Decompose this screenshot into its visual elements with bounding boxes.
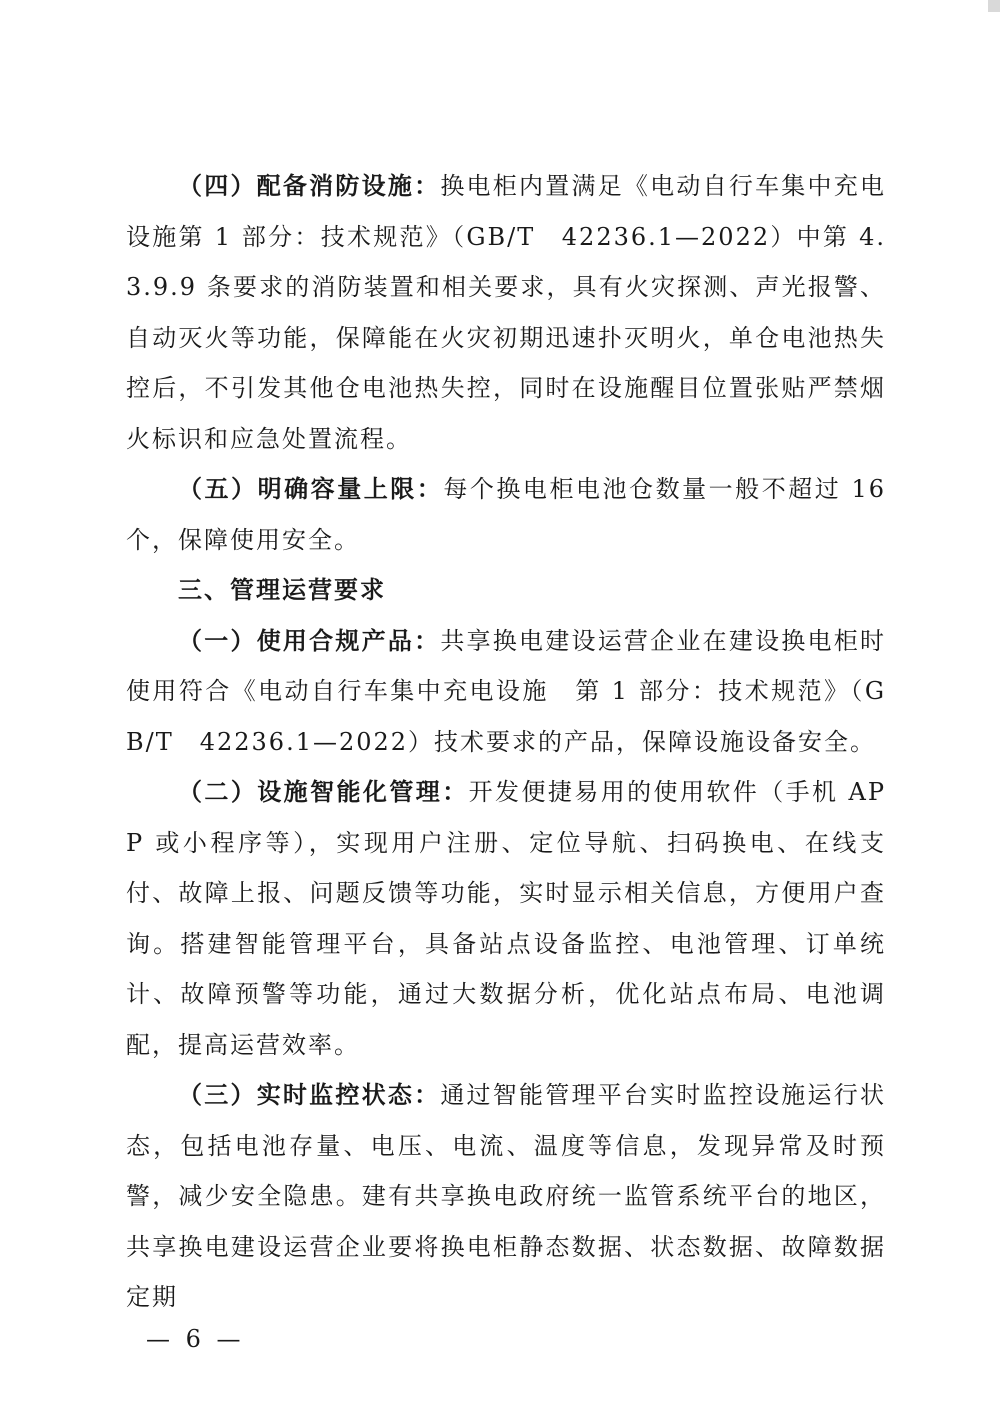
- paragraph-lead: （三）实时监控状态：: [178, 1081, 441, 1109]
- paragraph-text: 通过智能管理平台实时监控设施运行状态，包括电池存量、电压、电流、温度等信息，发现异常及时预警，减少安全隐患。建有共享换电政府统一监管系统平台的地区，共享换电建设运营企业要将换电柜静态数据、状态数据、故障数据定期: [126, 1081, 887, 1311]
- scan-corner-mark: [988, 0, 1000, 12]
- document-body: [126, 161, 886, 1323]
- paragraph-fire-facilities: [126, 161, 886, 464]
- paragraph-realtime-monitoring: [126, 1070, 886, 1323]
- paragraph-lead: （一）使用合规产品：: [178, 626, 441, 655]
- section-heading: 三、管理运营要求: [178, 576, 386, 604]
- paragraph-lead: （四）配备消防设施：: [178, 172, 441, 200]
- paragraph-smart-management: [126, 767, 886, 1070]
- paragraph-capacity-limit: [126, 464, 886, 565]
- paragraph-compliant-products: [126, 616, 886, 768]
- paragraph-lead: （二）设施智能化管理：: [178, 778, 469, 806]
- paragraph-text: 换电柜内置满足《电动自行车集中充电设施第 1 部分：技术规范》（GB/T 42236.1—2022）中第 4.3.9.9 条要求的消防装置和相关要求，具有火灾探测、声光报警、自动灭火等功能，保障能在火灾初期迅速扑灭明火，单仓电池热失控后，不引发其他仓电池热失控，同时在设施醒目位置张贴严禁烟火标识和应急处置流程。: [126, 172, 887, 453]
- paragraph-text: 共享换电建设运营企业在建设换电柜时使用符合《电动自行车集中充电设施 第 1 部分：技术规范》（GB/T 42236.1—2022）技术要求的产品，保障设施设备安全。: [126, 626, 887, 756]
- paragraph-text: 每个换电柜电池仓数量一般不超过 16 个，保障使用安全。: [126, 475, 887, 554]
- page-number: — 6 —: [146, 1325, 245, 1353]
- paragraph-text: 开发便捷易用的使用软件（手机 APP 或小程序等），实现用户注册、定位导航、扫码换电、在线支付、故障上报、问题反馈等功能，实时显示相关信息，方便用户查询。搭建智能管理平台，具备站点设备监控、电池管理、订单统计、故障预警等功能，通过大数据分析，优化站点布局、电池调配，提高运营效率。: [126, 778, 887, 1059]
- paragraph-lead: （五）明确容量上限：: [178, 475, 444, 503]
